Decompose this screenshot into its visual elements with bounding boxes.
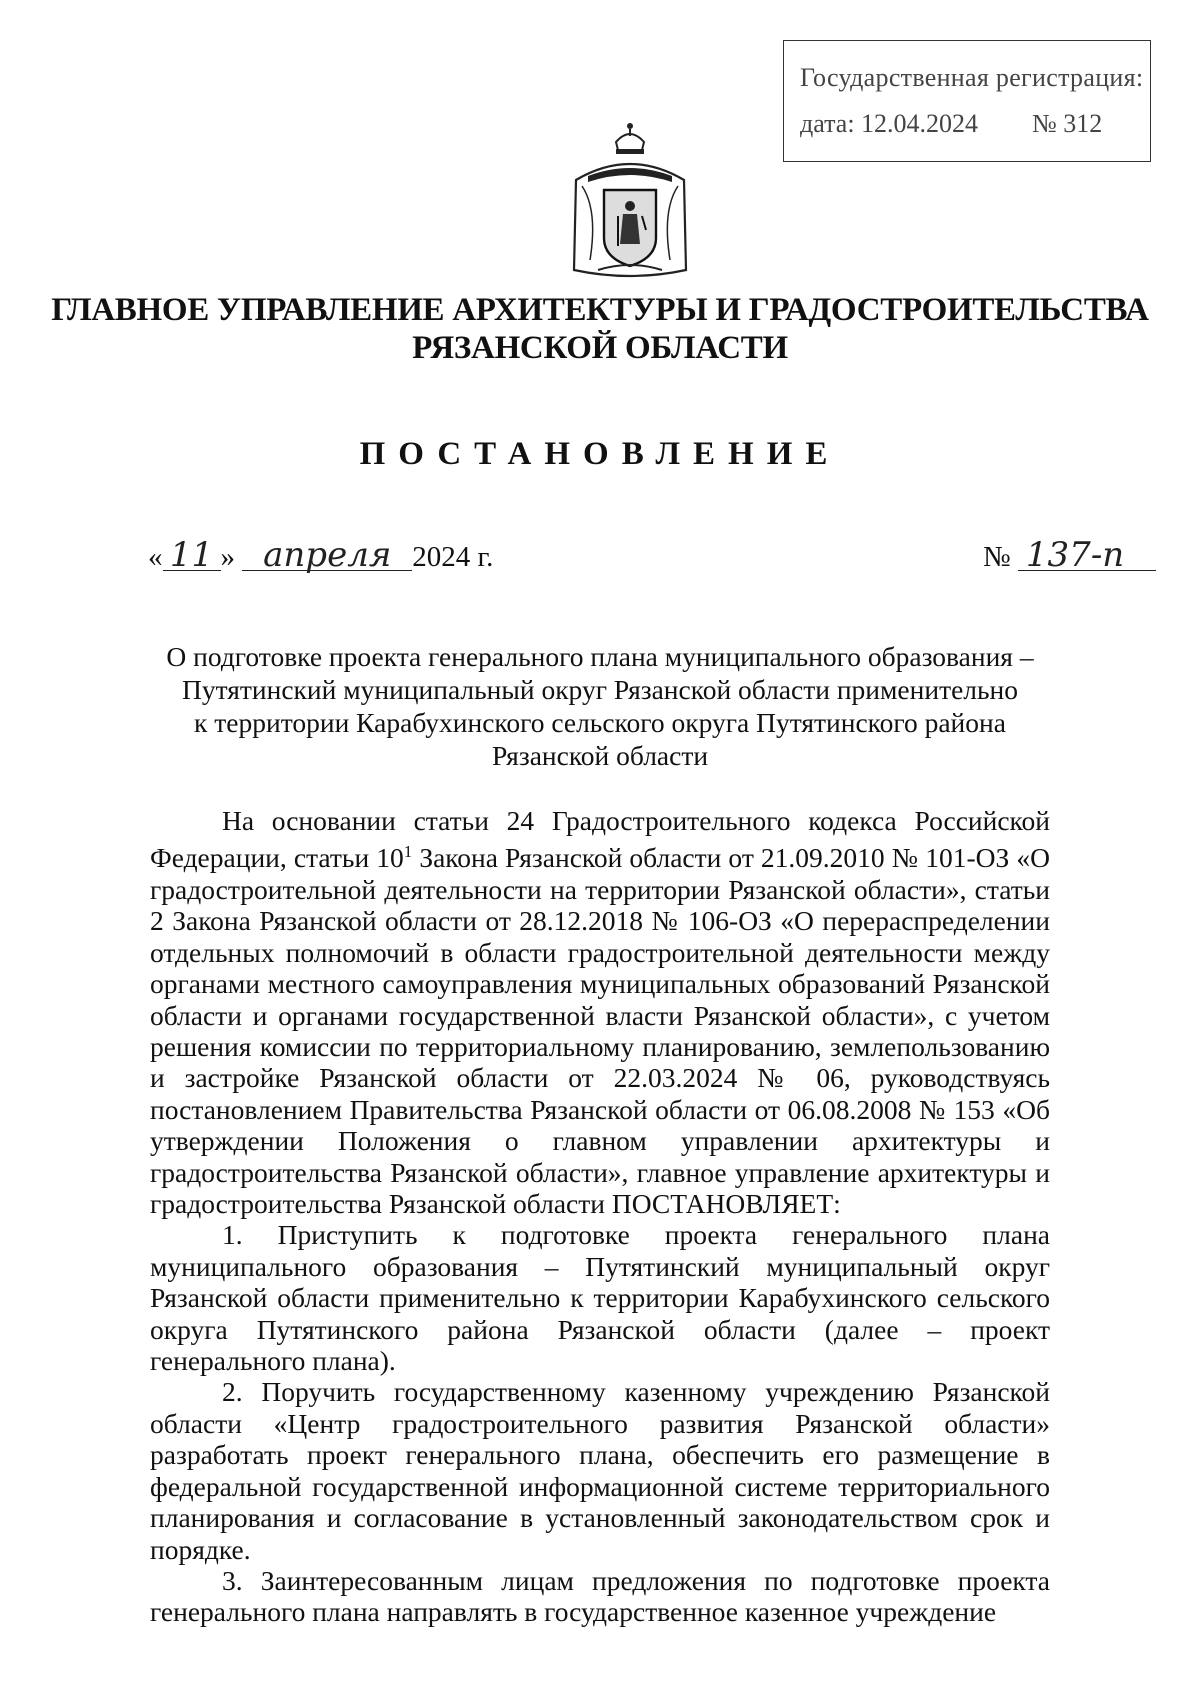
list-item: 2. Поручить государственному казенному учреждению Рязанской области «Центр градостроительного развития Рязанской области» разработать проект генерального плана, обеспечить его размещение в федеральной государственной информационной системе территориального планирования и согласование в установленный законодательством срок и порядке. xyxy=(150,1376,1050,1565)
list-item: 1. Приступить к подготовке проекта генерального плана муниципального образования – Путятинский муниципальный округ Рязанской области применительно к территории Карабухинского сельского округа Путятинского района Рязанской области (далее – проект генерального плана). xyxy=(150,1219,1050,1377)
date-day-handwritten: 11 xyxy=(163,540,221,571)
registration-stamp xyxy=(783,40,1151,162)
intro-paragraph xyxy=(150,805,1050,1219)
subject-line: О подготовке проекта генерального плана муниципального образования – xyxy=(166,641,1034,672)
intro-text-part1: На основании статьи 24 Градостроительного кодекса Российской Федерации, статьи 10 xyxy=(150,805,1050,874)
document-type-heading: ПОСТАНОВЛЕНИЕ xyxy=(359,436,841,472)
document-date xyxy=(148,535,494,575)
list-item: 3. Заинтересованным лицам предложения по подготовке проекта генерального плана направлять в государственное казенное учреждение xyxy=(150,1564,1050,1628)
date-month-handwritten: апреля xyxy=(242,540,412,571)
registration-date: дата: 12.04.2024 xyxy=(800,109,979,138)
subject-line: к территории Карабухинского сельского округа Путятинского района xyxy=(194,707,1006,738)
organization-name-line2: РЯЗАНСКОЙ ОБЛАСТИ xyxy=(412,330,788,366)
subject-line: Рязанской области xyxy=(491,740,709,771)
registration-title: Государственная регистрация: xyxy=(800,63,1144,92)
document-subject xyxy=(150,640,1050,772)
ryazan-coat-of-arms-icon xyxy=(568,120,692,282)
date-close-quote: » xyxy=(220,541,235,573)
registration-number: № 312 xyxy=(1032,109,1103,138)
document-number xyxy=(983,535,1156,575)
date-year: 2024 г. xyxy=(412,541,494,573)
intro-text-part2: Закона Рязанской области от 21.09.2010 № 101-ОЗ «О градостроительной деятельности на территории Рязанской области», статьи 2 Закона Рязанской области от 28.12.2018 № 106-ОЗ «О перераспределении отдельных полномочий в области градостроительной деятельности между органами местного самоуправления муниципальных образований Рязанской области и органами государственной власти Рязанской области», с учетом решения комиссии по территориальному планированию, землепользованию и застройке Рязанской области от 22.03.2024 № 06, руководствуясь постановлением Правительства Рязанской области от 06.08.2008 № 153 «Об утверждении Положения о главном управлении архитектуры и градостроительства Рязанской области», главное управление архитектуры и градостроительства Рязанской области ПОСТАНОВЛЯЕТ: xyxy=(150,842,1051,1220)
document-number-handwritten: 137-п xyxy=(1018,540,1156,571)
intro-superscript: 1 xyxy=(403,842,413,862)
organization-name-line1: ГЛАВНОЕ УПРАВЛЕНИЕ АРХИТЕКТУРЫ И ГРАДОСТРОИТЕЛЬСТВА xyxy=(51,292,1149,328)
subject-line: Путятинский муниципальный округ Рязанской области применительно xyxy=(181,674,1019,705)
document-number-label: № xyxy=(983,541,1011,573)
document-body xyxy=(150,805,1050,1628)
date-open-quote: « xyxy=(148,541,163,573)
